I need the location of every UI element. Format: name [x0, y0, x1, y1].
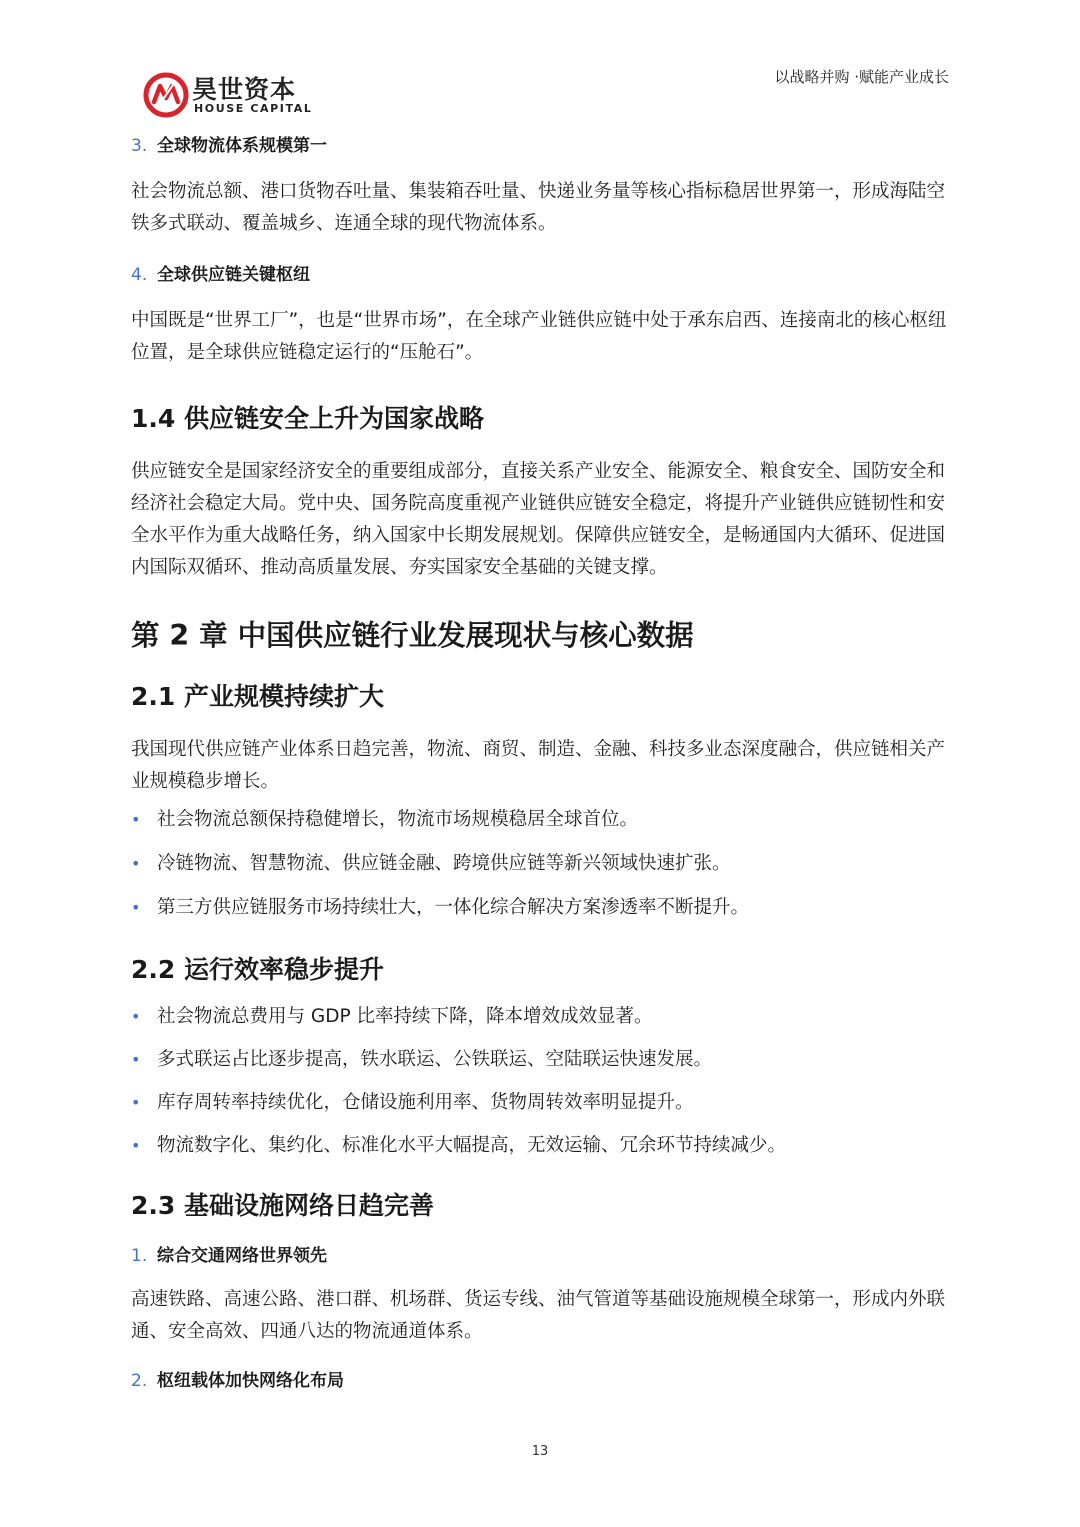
paragraph-supply-hub: 中国既是“世界工厂”，也是“世界市场”，在全球产业链供应链中处于承东启西、连接南北的核心枢纽位置，是全球供应链稳定运行的“压舱石”。 — [131, 310, 947, 363]
paragraph-transport-network: 高速铁路、高速公路、港口群、机场群、货运专线、油气管道等基础设施规模全球第一，形成内外联通、安全高效、四通八达的物流通道体系。 — [131, 1289, 946, 1342]
list-item: • 社会物流总费用与 GDP 比率持续下降，降本增效成效显著。 — [131, 1001, 951, 1033]
bullet-icon: • — [131, 898, 141, 917]
house-capital-logo-icon — [143, 72, 189, 118]
bullet-icon: • — [131, 810, 141, 829]
bullet-icon: • — [131, 854, 141, 873]
heading-number: 1. — [131, 1246, 148, 1266]
paragraph-supply-security: 供应链安全是国家经济安全的重要组成部分，直接关系产业安全、能源安全、粮食安全、国防安全和经济社会稳定大局。党中央、国务院高度重视产业链供应链安全稳定，将提升产业链供应链韧性和安全水平作为重大战略任务，纳入国家中长期发展规划。保障供应链安全，是畅通国内大循环、促进国内国际双循环、推动高质量发展、夯实国家安全基础的关键支撑。 — [131, 461, 946, 578]
header-slogan: 以战略并购 ·赋能产业成长 — [774, 68, 949, 86]
list-item: • 多式联运占比逐步提高，铁水联运、公铁联运、空陆联运快速发展。 — [131, 1044, 951, 1076]
bullet-list-2-1 — [131, 804, 951, 924]
section-heading-2-1: 2.1 产业规模持续扩大 — [131, 682, 384, 711]
list-item: • 冷链物流、智慧物流、供应链金融、跨境供应链等新兴领域快速扩张。 — [131, 848, 951, 880]
heading-number: 3. — [131, 136, 148, 156]
section-heading-1-4: 1.4 供应链安全上升为国家战略 — [131, 404, 484, 433]
paragraph-industry-scale: 我国现代供应链产业体系日趋完善，物流、商贸、制造、金融、科技多业态深度融合，供应链相关产业规模稳步增长。 — [131, 739, 946, 792]
list-item: • 库存周转率持续优化，仓储设施利用率、货物周转效率明显提升。 — [131, 1087, 951, 1119]
heading-text: 综合交通网络世界领先 — [157, 1246, 327, 1266]
page-body — [131, 131, 951, 1391]
heading-number: 4. — [131, 265, 148, 285]
section-heading-2-3: 2.3 基础设施网络日趋完善 — [131, 1191, 434, 1220]
heading-text: 全球供应链关键枢纽 — [157, 265, 310, 285]
numbered-heading-3 — [131, 131, 951, 156]
heading-text: 枢纽载体加快网络化布局 — [157, 1371, 344, 1391]
numbered-heading-4 — [131, 260, 951, 285]
list-item: • 物流数字化、集约化、标准化水平大幅提高，无效运输、冗余环节持续减少。 — [131, 1130, 951, 1162]
bullet-icon: • — [131, 1093, 141, 1112]
numbered-heading-2-3-2 — [131, 1366, 951, 1391]
bullet-icon: • — [131, 1007, 141, 1026]
heading-text: 全球物流体系规模第一 — [157, 136, 327, 156]
paragraph-logistics-scale: 社会物流总额、港口货物吞吐量、集装箱吞吐量、快递业务量等核心指标稳居世界第一，形成海陆空铁多式联动、覆盖城乡、连通全球的现代物流体系。 — [131, 181, 946, 234]
company-logo — [143, 72, 333, 120]
list-item: • 第三方供应链服务市场持续壮大，一体化综合解决方案渗透率不断提升。 — [131, 892, 951, 924]
page-number: 13 — [531, 1444, 549, 1459]
heading-number: 2. — [131, 1371, 148, 1391]
numbered-heading-2-3-1 — [131, 1241, 951, 1266]
logo-chinese-name: 昊世资本 — [192, 75, 297, 104]
section-heading-2-2: 2.2 运行效率稳步提升 — [131, 955, 384, 984]
page-header — [0, 0, 1080, 125]
bullet-list-2-2 — [131, 1001, 951, 1162]
bullet-icon: • — [131, 1136, 141, 1155]
chapter-heading: 第 2 章 中国供应链行业发展现状与核心数据 — [131, 619, 694, 652]
bullet-icon: • — [131, 1050, 141, 1069]
list-item: • 社会物流总额保持稳健增长，物流市场规模稳居全球首位。 — [131, 804, 951, 836]
logo-english-name: HOUSE CAPITAL — [194, 102, 313, 115]
